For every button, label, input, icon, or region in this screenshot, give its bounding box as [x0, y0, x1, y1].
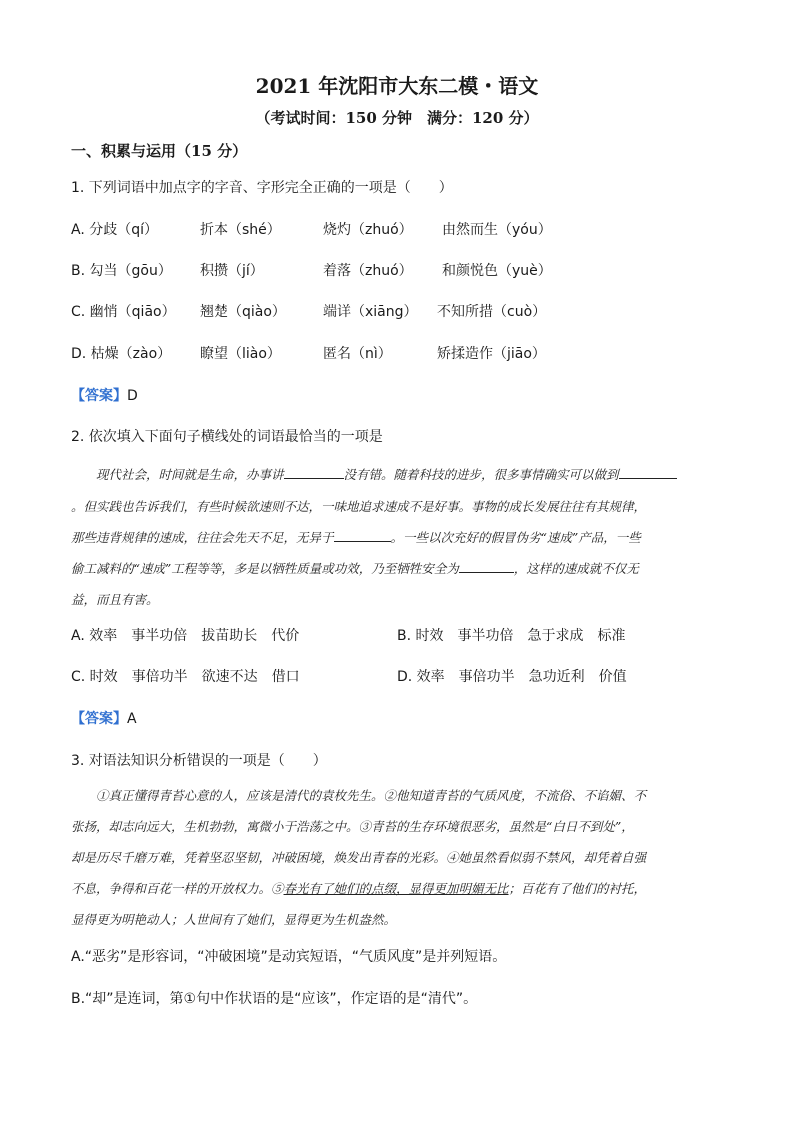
q1-option-a-3: 烧灼（zhuó）	[323, 222, 413, 238]
q3-passage-line-1: ①真正懂得青苔心意的人，应该是清代的袁枚先生。②他知道青苔的气质风度，不流俗、不谄媚、不	[96, 788, 647, 803]
fill-blank	[619, 466, 677, 479]
passage-text: 那些违背规律的速成，往往会先天不足，无异于	[71, 530, 334, 545]
passage-text: 不息，争得和百花一样的开放权力。⑤	[71, 881, 284, 896]
page-title: 2021 年沈阳市大东二模・语文	[255, 74, 539, 98]
answer-value: A	[127, 711, 137, 727]
q2-option-d: D. 效率 事倍功半 急功近利 价值	[397, 669, 627, 685]
q3-option-a: A.“恶劣”是形容词，“冲破困境”是动宾短语，“气质风度”是并列短语。	[71, 949, 507, 965]
q1-option-b-4: 和颜悦色（yuè）	[442, 263, 552, 279]
q1-option-c-4: 不知所措（cuò）	[437, 304, 547, 320]
q2-passage-line-5: 益，而且有害。	[71, 592, 159, 607]
fill-blank	[284, 466, 344, 479]
q1-option-c-1: C. 幽悄（qiāo）	[71, 304, 176, 320]
q1-option-d-1: D. 枯燥（zào）	[71, 346, 172, 362]
q2-option-c: C. 时效 事倍功半 欲速不达 借口	[71, 669, 300, 685]
q3-passage-line-4	[71, 879, 646, 897]
q3-option-b: B.“却”是连词，第①句中作状语的是“应该”，作定语的是“清代”。	[71, 991, 478, 1007]
q1-answer	[71, 385, 138, 405]
q1-option-d-2: 瞭望（liào）	[200, 346, 281, 362]
q1-option-a-4: 由然而生（yóu）	[442, 222, 552, 238]
q1-option-b-3: 着落（zhuó）	[323, 263, 413, 279]
passage-text: 偷工减料的“速成”工程等等，多是以牺牲质量或功效，乃至牺牲安全为	[71, 561, 459, 576]
q1-option-d-3: 匿名（nì）	[323, 346, 392, 362]
q2-passage-line-2: 。但实践也告诉我们，有些时候欲速则不达，一味地追求速成不是好事。事物的成长发展往往有其规律，	[71, 499, 647, 514]
question-2-stem: 2. 依次填入下面句子横线处的词语最恰当的一项是	[71, 429, 383, 445]
passage-text: 没有错。随着科技的进步，很多事情确实可以做到	[343, 467, 619, 482]
question-3-stem: 3. 对语法知识分析错误的一项是（ ）	[71, 753, 327, 769]
underlined-sentence: 春光有了她们的点缀，显得更加明媚无比	[283, 881, 509, 896]
q3-passage-line-2: 张扬，却志向远大，生机勃勃，寓微小于浩荡之中。③青苔的生存环境很恶劣，虽然是“白日不到处”，	[71, 819, 634, 834]
q2-passage-line-4	[71, 559, 639, 577]
answer-tag: 【答案】	[71, 388, 127, 404]
question-1-stem: 1. 下列词语中加点字的字音、字形完全正确的一项是（ ）	[71, 180, 453, 196]
answer-tag: 【答案】	[71, 711, 127, 727]
answer-value: D	[127, 388, 138, 404]
q2-option-b: B. 时效 事半功倍 急于求成 标准	[397, 628, 626, 644]
q1-option-a-2: 折本（shé）	[200, 222, 281, 238]
exam-info: （考试时间：150 分钟 满分：120 分）	[255, 109, 539, 127]
q2-passage-line-3	[71, 528, 641, 546]
passage-text: ，这样的速成就不仅无	[513, 561, 639, 576]
section-heading: 一、积累与运用（15 分）	[71, 142, 248, 160]
passage-text: ；百花有了他们的衬托，	[508, 881, 647, 896]
q1-option-b-2: 积攒（jí）	[200, 263, 264, 279]
q1-option-c-2: 翘楚（qiào）	[200, 304, 286, 320]
q3-passage-line-5: 显得更为明艳动人；人世间有了她们，显得更为生机盎然。	[71, 912, 397, 927]
q2-passage-line-1	[96, 465, 677, 483]
fill-blank	[459, 560, 514, 573]
passage-text: 现代社会，时间就是生命，办事讲	[96, 467, 284, 482]
q3-passage-line-3: 却是历尽千磨万难，凭着坚忍坚韧，冲破困境，焕发出青春的光彩。④她虽然看似弱不禁风，却凭着自强	[71, 850, 647, 865]
q1-option-b-1: B. 勾当（gōu）	[71, 263, 172, 279]
q2-option-a: A. 效率 事半功倍 拔苗助长 代价	[71, 628, 300, 644]
q1-option-a-1: A. 分歧（qí）	[71, 222, 159, 238]
q2-answer	[71, 708, 137, 728]
q1-option-c-3: 端详（xiāng）	[323, 304, 418, 320]
q1-option-d-4: 矫揉造作（jiāo）	[437, 346, 546, 362]
passage-text: 。一些以次充好的假冒伪劣“速成”产品，一些	[390, 530, 641, 545]
fill-blank	[334, 529, 391, 542]
